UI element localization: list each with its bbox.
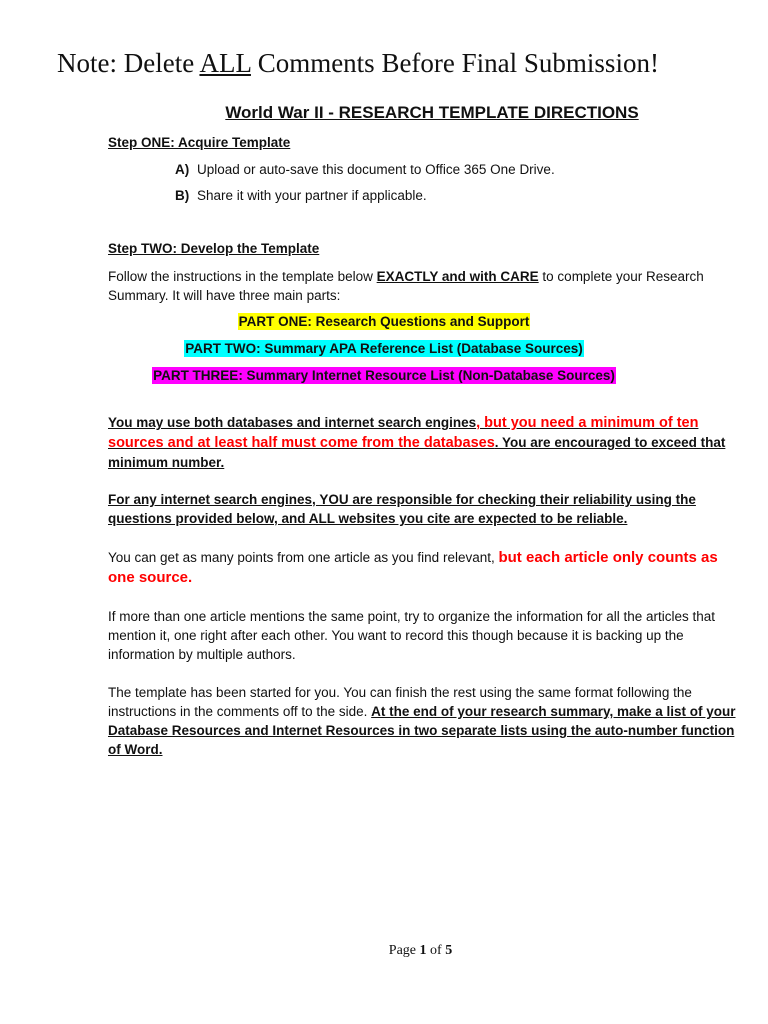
item-text: Share it with your partner if applicable.: [197, 188, 427, 203]
item-text: Upload or auto-save this document to Office 365 One Drive.: [197, 162, 555, 177]
part-three-label: PART THREE: Summary Internet Resource List (Non-Database Sources): [153, 368, 615, 383]
points-paragraph: [108, 548, 738, 588]
part-three-line: [0, 366, 768, 385]
points-text-a: You can get as many points from one article as you find relevant,: [108, 550, 499, 565]
part-two-line: [0, 339, 768, 358]
reliability-paragraph: For any internet search engines, YOU are responsible for checking their reliability using the questions provided below, and ALL websites you cite are expected to be reliable.: [108, 492, 696, 526]
sources-requirement-paragraph: [108, 413, 738, 472]
sources-text-red: , but you need a minimum of ten sources and at least half must come from the databases: [108, 415, 699, 451]
step-one-item-b: [175, 186, 427, 206]
current-page-number: 1: [419, 943, 427, 958]
note-prefix: Note: Delete: [57, 48, 200, 78]
total-page-number: 5: [445, 943, 453, 958]
step-two-heading: Step TWO: Develop the Template: [108, 241, 320, 256]
step-two-intro: [108, 267, 738, 305]
sources-text-a: You may use both databases and internet search engines: [108, 415, 477, 430]
page-footer: [0, 941, 768, 961]
note-suffix: Comments Before Final Submission!: [250, 48, 659, 78]
intro-emphasis: EXACTLY and with CARE: [376, 269, 539, 284]
template-text-emphasis: At the end of your research summary, make a list of your Database Resources and Internet Resources in two separate lists using the auto-number function of Word.: [108, 704, 736, 757]
document-title: World War II - RESEARCH TEMPLATE DIRECTIONS: [225, 103, 639, 122]
sources-text-c: . You are encouraged to exceed that minimum number.: [108, 435, 726, 470]
note-emphasis: ALL: [199, 48, 251, 78]
organize-paragraph: If more than one article mentions the same point, try to organize the information for all the articles that mention it, one right after each other. You want to record this though because it is backing up the information by multiple authors.: [108, 609, 716, 662]
part-two-label: PART TWO: Summary APA Reference List (Database Sources): [185, 341, 583, 356]
of-label: of: [426, 943, 446, 958]
template-text-a: The template has been started for you. You can finish the rest using the same format following the instructions in the comments off to the side.: [108, 685, 692, 719]
step-one-item-a: [175, 160, 555, 180]
part-one-label: PART ONE: Research Questions and Support: [238, 314, 530, 329]
item-letter: A): [175, 162, 190, 177]
item-letter: B): [175, 188, 190, 203]
note-heading: [57, 44, 659, 82]
points-text-red: but each article only counts as one source.: [108, 549, 718, 586]
intro-text-a: Follow the instructions in the template below: [108, 269, 377, 284]
intro-text-b: to complete your Research Summary. It will have three main parts:: [108, 269, 704, 303]
page-label: Page: [388, 943, 420, 958]
template-paragraph: [108, 683, 738, 759]
part-one-line: [0, 312, 768, 331]
step-one-heading: Step ONE: Acquire Template: [108, 135, 291, 150]
